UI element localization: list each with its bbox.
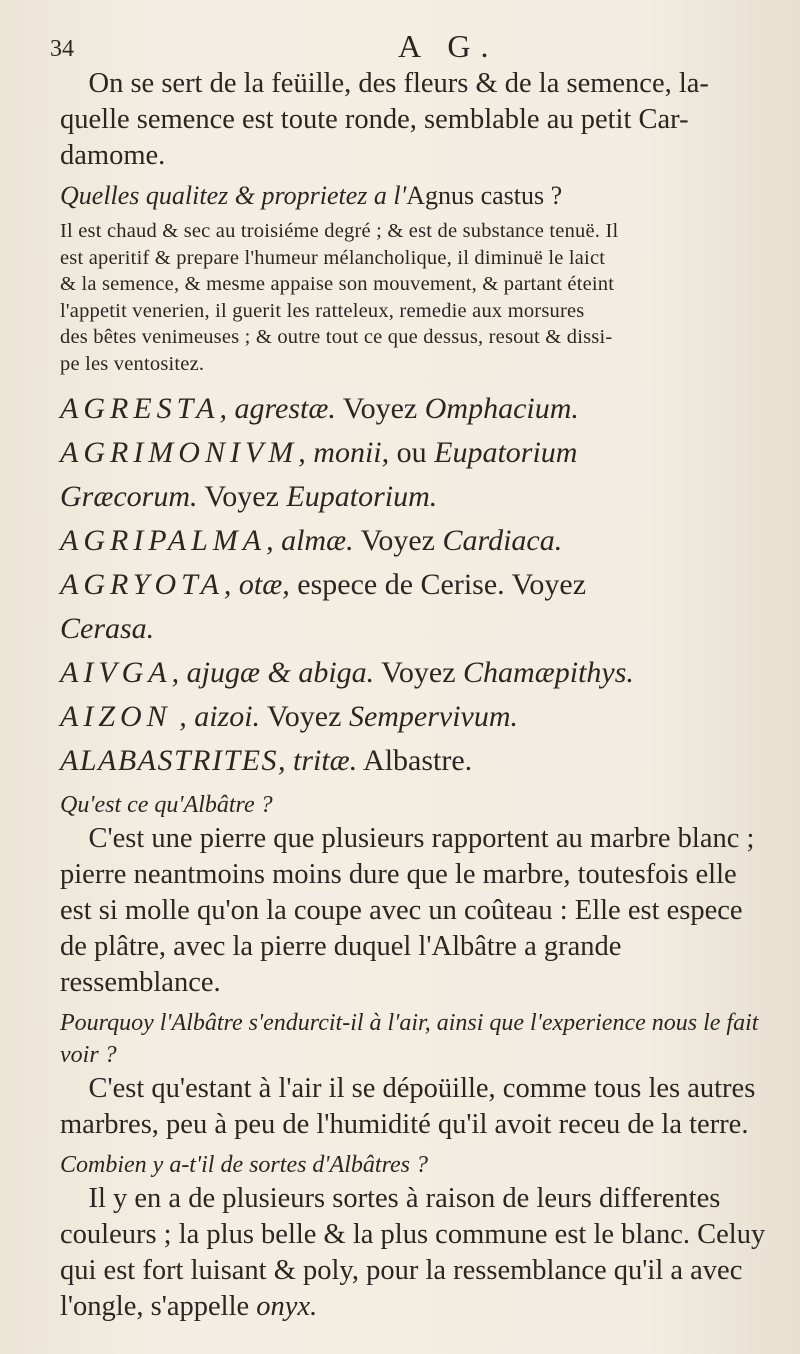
- running-head: A G.: [398, 28, 499, 64]
- answer-agnus-castus: [60, 218, 770, 377]
- answer-what-is-albatre: C'est une pierre que plusieurs rapportent au marbre blanc ; pierre neantmoins moins dure que le marbre, toutesfois elle est si molle qu'on la coupe avec un coûteau : Elle est espece de plâtre, avec la pierre duquel l'Albâtre a grande ressemblance.: [60, 823, 755, 998]
- answer-line: l'appetit venerien, il guerit les ratteleux, remedie aux morsures: [60, 299, 585, 322]
- page-number: 34: [50, 36, 74, 62]
- entry-agrimonium: AGRIMONIVM, monii, ou Eupatorium: [60, 436, 578, 469]
- answer-line: est aperitif & prepare l'humeur mélancholique, il diminuë le laict: [60, 246, 606, 269]
- question-agnus-castus: Quelles qualitez & proprietez a l'Agnus castus ?: [60, 181, 563, 210]
- answer-why-hardens: C'est qu'estant à l'air il se dépoüille, comme tous les autres marbres, peu à peu de l'humidité qu'il avoit receu de la terre.: [60, 1073, 756, 1140]
- entry-agryota-continuation: Cerasa.: [60, 612, 155, 645]
- entry-agresta: AGRESTA, agrestæ. Voyez Omphacium.: [60, 392, 579, 425]
- intro-line: damome.: [60, 140, 166, 171]
- answer-line: Il est chaud & sec au troisiéme degré ; & est de substance tenuë. Il: [60, 220, 619, 242]
- entry-agripalma: AGRIPALMA, almæ. Voyez Cardiaca.: [60, 524, 563, 557]
- answer-line: des bêtes venimeuses ; & outre tout ce que dessus, resout & dissi-: [60, 326, 613, 348]
- intro-paragraph: [60, 66, 770, 174]
- question-why-hardens: Pourquoy l'Albâtre s'endurcit-il à l'air, ainsi que l'experience nous le fait voir ?: [60, 1010, 759, 1068]
- question-what-is-albatre: Qu'est ce qu'Albâtre ?: [60, 792, 273, 818]
- entry-alabastrites: ALABASTRITES, tritæ. Albastre.: [60, 744, 473, 777]
- answer-line: pe les ventositez.: [60, 352, 205, 375]
- dictionary-entries: [60, 387, 770, 783]
- page-body: [60, 66, 770, 1325]
- intro-line: On se sert de la feüille, des fleurs & de la semence, la-: [88, 68, 709, 99]
- question-how-many-sorts: Combien y a-t'il de sortes d'Albâtres ?: [60, 1152, 429, 1178]
- entry-agrimonium-continuation: Græcorum. Voyez Eupatorium.: [60, 480, 438, 513]
- entry-agryota: AGRYOTA, otæ, espece de Cerise. Voyez: [60, 568, 587, 601]
- answer-how-many-sorts: Il y en a de plusieurs sortes à raison de leurs differentes couleurs ; la plus belle & la plus commune est le blanc. Celuy qui est fort luisant & poly, pour la ressemblance qu'il a avec l'ongle, s'appelle onyx.: [60, 1183, 766, 1322]
- intro-line: quelle semence est toute ronde, semblable au petit Car-: [60, 104, 689, 135]
- answer-line: & la semence, & mesme appaise son mouvement, & partant éteint: [60, 273, 615, 295]
- entry-aizon: AIZON , aizoi. Voyez Sempervivum.: [60, 700, 519, 733]
- entry-aiuga: AIVGA, ajugæ & abiga. Voyez Chamæpithys.: [60, 656, 634, 689]
